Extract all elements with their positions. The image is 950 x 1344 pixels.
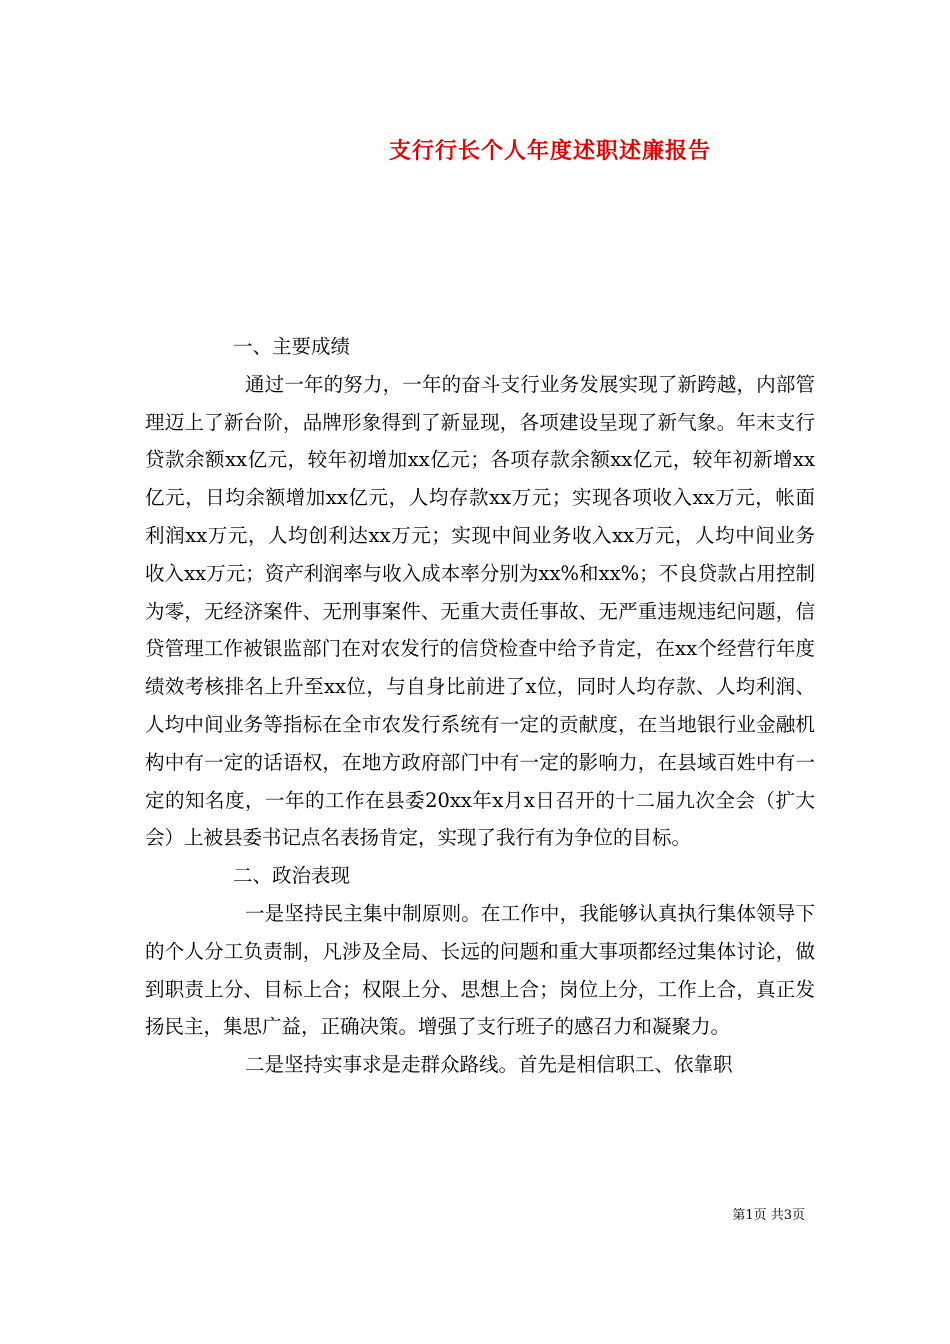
paragraph-democratic-centralism: 一是坚持民主集中制原则。在工作中，我能够认真执行集体领导下的个人分工负责制，凡涉及全局、长远的问题和重大事项都经过集体讨论，做到职责上分、目标上合；权限上分、思想上合；岗位上分，工作上合，真正发扬民主，集思广益，正确决策。增强了支行班子的感召力和凝聚力。 [145,901,815,1039]
paragraph-mass-line: 二是坚持实事求是走群众路线。首先是相信职工、依靠职 [245,1053,733,1077]
document-title: 支行行长个人年度述职述廉报告 [388,138,711,164]
document-body [145,328,815,1084]
paragraph-achievements: 通过一年的努力，一年的奋斗支行业务发展实现了新跨越，内部管理迈上了新台阶，品牌形象得到了新显现，各项建设呈现了新气象。年末支行贷款余额xx亿元，较年初增加xx亿元；各项存款余额xx亿元，较年初新增xx亿元，日均余额增加xx亿元，人均存款xx万元；实现各项收入xx万元，帐面利润xx万元，人均创利达xx万元；实现中间业务收入xx万元，人均中间业务收入xx万元；资产利润率与收入成本率分别为xx%和xx%；不良贷款占用控制为零，无经济案件、无刑事案件、无重大责任事故、无严重违规违纪问题，信贷管理工作被银监部门在对农发行的信贷检查中给予肯定，在xx个经营行年度绩效考核排名上升至xx位，与自身比前进了x位，同时人均存款、人均利润、人均中间业务等指标在全市农发行系统有一定的贡献度，在当地银行业金融机构中有一定的话语权，在地方政府部门中有一定的影响力，在县域百姓中有一定的知名度，一年的工作在县委20xx年x月x日召开的十二届九次全会（扩大会）上被县委书记点名表扬肯定，实现了我行有为争位的目标。 [145,372,815,850]
page-footer: 第1页 共3页 [732,1208,805,1223]
section-heading-political: 二、政治表现 [233,864,351,888]
section-heading-achievements: 一、主要成绩 [233,335,351,358]
